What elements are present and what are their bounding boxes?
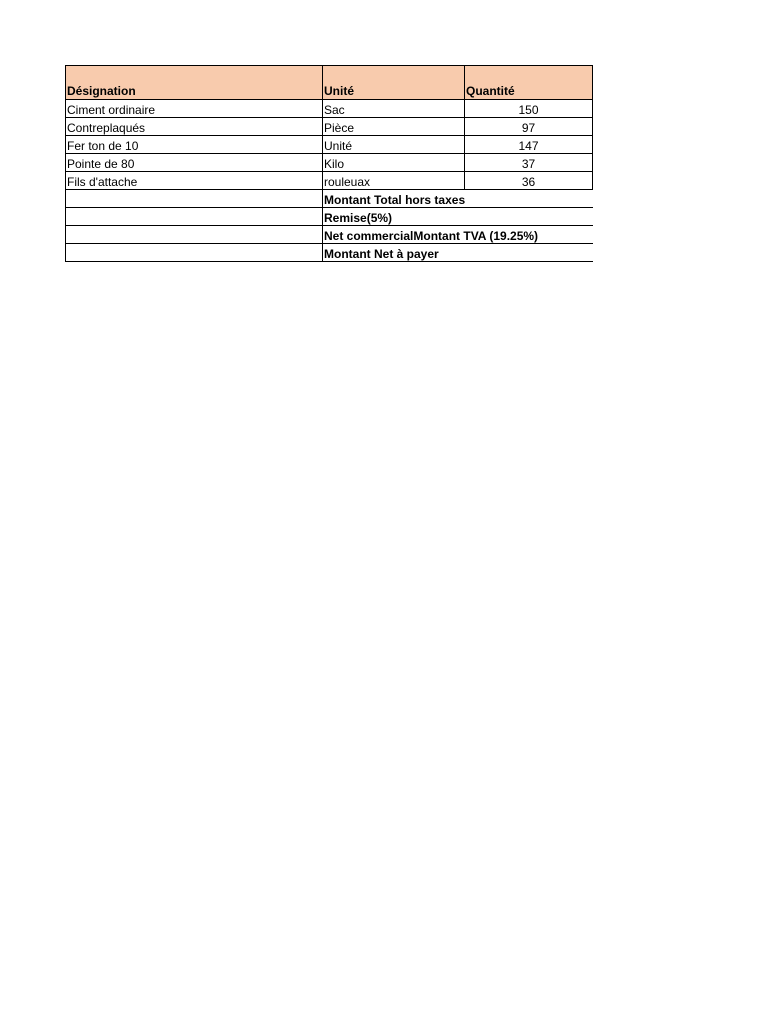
summary-value-cell xyxy=(465,208,593,226)
cell-unit: Pièce xyxy=(323,118,465,136)
header-quantity: Quantité xyxy=(465,66,593,100)
summary-row-net-payer xyxy=(66,244,593,262)
summary-blank-cell xyxy=(66,226,323,244)
cell-designation: Pointe de 80 xyxy=(66,154,323,172)
table-row xyxy=(66,100,593,118)
summary-row-net-tva xyxy=(66,226,593,244)
summary-value-cell xyxy=(465,244,593,262)
summary-blank-cell xyxy=(66,244,323,262)
invoice-table xyxy=(65,65,593,262)
table-row xyxy=(66,118,593,136)
summary-blank-cell xyxy=(66,208,323,226)
cell-unit: rouleuax xyxy=(323,172,465,190)
cell-quantity: 147 xyxy=(465,136,593,154)
summary-row-total-ht xyxy=(66,190,593,208)
spreadsheet-page xyxy=(65,65,592,262)
cell-designation: Fer ton de 10 xyxy=(66,136,323,154)
cell-quantity: 150 xyxy=(465,100,593,118)
summary-label-net-payer: Montant Net à payer xyxy=(323,244,465,262)
summary-label-remise: Remise(5%) xyxy=(323,208,465,226)
cell-quantity: 36 xyxy=(465,172,593,190)
cell-unit: Unité xyxy=(323,136,465,154)
cell-unit: Kilo xyxy=(323,154,465,172)
table-row xyxy=(66,154,593,172)
summary-value-cell xyxy=(465,190,593,208)
cell-quantity: 97 xyxy=(465,118,593,136)
summary-row-remise xyxy=(66,208,593,226)
header-unit: Unité xyxy=(323,66,465,100)
cell-designation: Ciment ordinaire xyxy=(66,100,323,118)
summary-label-total-ht: Montant Total hors taxes xyxy=(323,190,465,208)
header-designation: Désignation xyxy=(66,66,323,100)
cell-designation: Fils d'attache xyxy=(66,172,323,190)
summary-label-net-tva: Net commercialMontant TVA (19.25%) xyxy=(323,226,465,244)
cell-designation: Contreplaqués xyxy=(66,118,323,136)
summary-blank-cell xyxy=(66,190,323,208)
cell-quantity: 37 xyxy=(465,154,593,172)
table-row xyxy=(66,136,593,154)
cell-unit: Sac xyxy=(323,100,465,118)
table-header-row xyxy=(66,66,593,100)
table-row xyxy=(66,172,593,190)
